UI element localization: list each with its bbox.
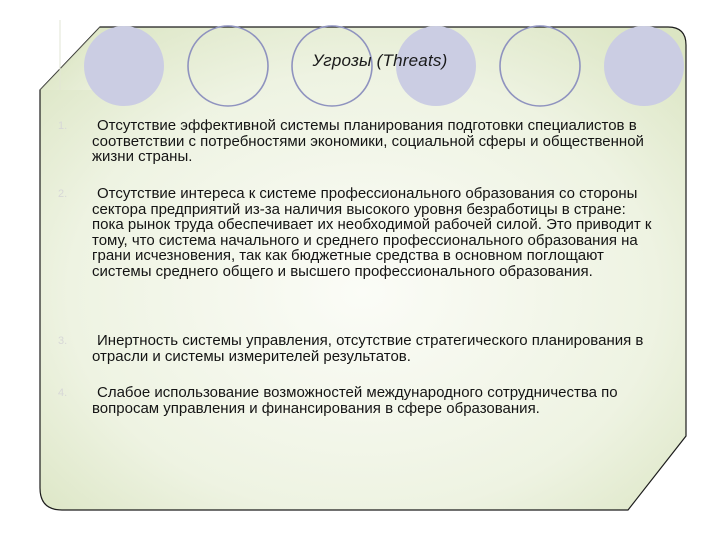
list-item [58,118,658,165]
list-item-text: Инертность системы управления, отсутствие стратегического планирования в отрасли и системы измерителей результатов. [92,332,644,365]
list-item [58,385,658,416]
list-item-number: 3. [58,335,68,347]
list-item-text: Отсутствие интереса к системе профессионального образования со стороны сектора предприятий из-за наличия высокого уровня безработицы в стране: пока рынок труда обеспечивает их необходимой рабочей силой. Это приводит к тому, что система начального и среднего профессионального образования на грани исчезновения, так как бюджетные средства в основном поглощают системы среднего общего и высшего профессионального образования. [92,185,652,280]
list-item [58,186,658,280]
list-item-number: 4. [58,387,68,399]
list-item-number: 1. [58,120,68,132]
circle-filled-1 [84,26,164,106]
list-item-text: Отсутствие эффективной системы планирования подготовки специалистов в соответствии с потребностями экономики, социальной сферы и общественной жизни страны. [92,117,644,166]
list-item-text: Слабое использование возможностей международного сотрудничества по вопросам управления и финансирования в сфере образования. [92,384,618,417]
list-item [58,333,658,364]
slide-title: Угрозы (Threats) [312,51,448,70]
list-item-number: 2. [58,188,68,200]
circle-filled-3 [604,26,684,106]
